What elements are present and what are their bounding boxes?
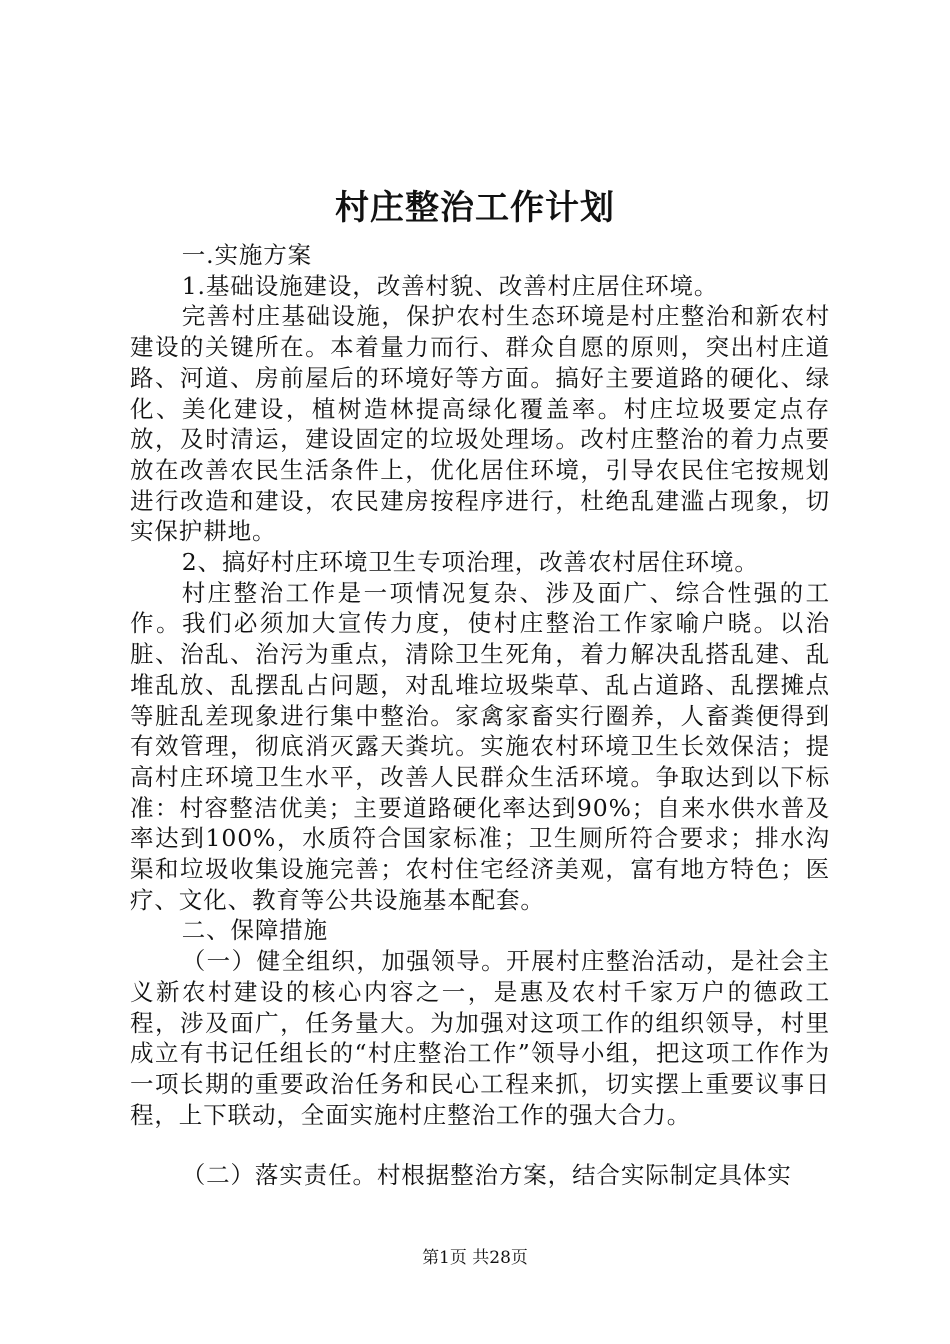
section-heading-implementation: 一.实施方案 — [181, 241, 313, 269]
document-title: 村庄整治工作计划 — [335, 188, 615, 228]
paragraph-responsibility: （二）落实责任。村根据整治方案，结合实际制定具体实 — [181, 1161, 792, 1190]
subheading-infrastructure: 1.基础设施建设，改善村貌、改善村庄居住环境。 — [181, 271, 719, 300]
paragraph-infrastructure: 完善村庄基础设施，保护农村生态环境是村庄整治和新农村建设的关键所在。本着量力而行、群众自愿的原则，突出村庄道路、河道、房前屋后的环境好等方面。搞好主要道路的硬化、绿化、美化建设，植树造林提高绿化覆盖率。村庄垃圾要定点存放，及时清运，建设固定的垃圾处理场。改村庄整治的着力点要放在改善农民生活条件上，优化居住环境，引导农民住宅按规划进行改造和建设，农民建房按程序进行，杜绝乱建滥占现象，切实保护耕地。 — [130, 302, 830, 546]
paragraph-sanitation: 村庄整治工作是一项情况复杂、涉及面广、综合性强的工作。我们必须加大宣传力度，使村庄整治工作家喻户晓。以治脏、治乱、治污为重点，清除卫生死角，着力解决乱搭乱建、乱堆乱放、乱摆乱占问题，对乱堆垃圾柴草、乱占道路、乱摆摊点等脏乱差现象进行集中整治。家禽家畜实行圈养，人畜粪便得到有效管理，彻底消灭露天粪坑。实施农村环境卫生长效保洁；提高村庄环境卫生水平，改善人民群众生活环境。争取达到以下标准：村容整洁优美；主要道路硬化率达到90%；自来水供水普及率达到100%，水质符合国家标准；卫生厕所符合要求；排水沟渠和垃圾收集设施完善；农村住宅经济美观，富有地方特色；医疗、文化、教育等公共设施基本配套。 — [130, 578, 830, 914]
document-body — [130, 240, 830, 1191]
paragraph-gap — [130, 1130, 830, 1160]
page-footer: 第1页 共28页 — [422, 1248, 528, 1268]
subheading-sanitation: 2、搞好村庄环境卫生专项治理，改善农村居住环境。 — [181, 548, 759, 577]
paragraph-organization: （一）健全组织，加强领导。开展村庄整治活动，是社会主义新农村建设的核心内容之一，是惠及农村千家万户的德政工程，涉及面广，任务量大。为加强对这项工作的组织领导，村里成立有书记任组长的“村庄整治工作”领导小组，把这项工作作为一项长期的重要政治任务和民心工程来抓，切实摆上重要议事日程，上下联动，全面实施村庄整治工作的强大合力。 — [130, 947, 830, 1129]
section-heading-measures: 二、保障措施 — [181, 916, 329, 945]
